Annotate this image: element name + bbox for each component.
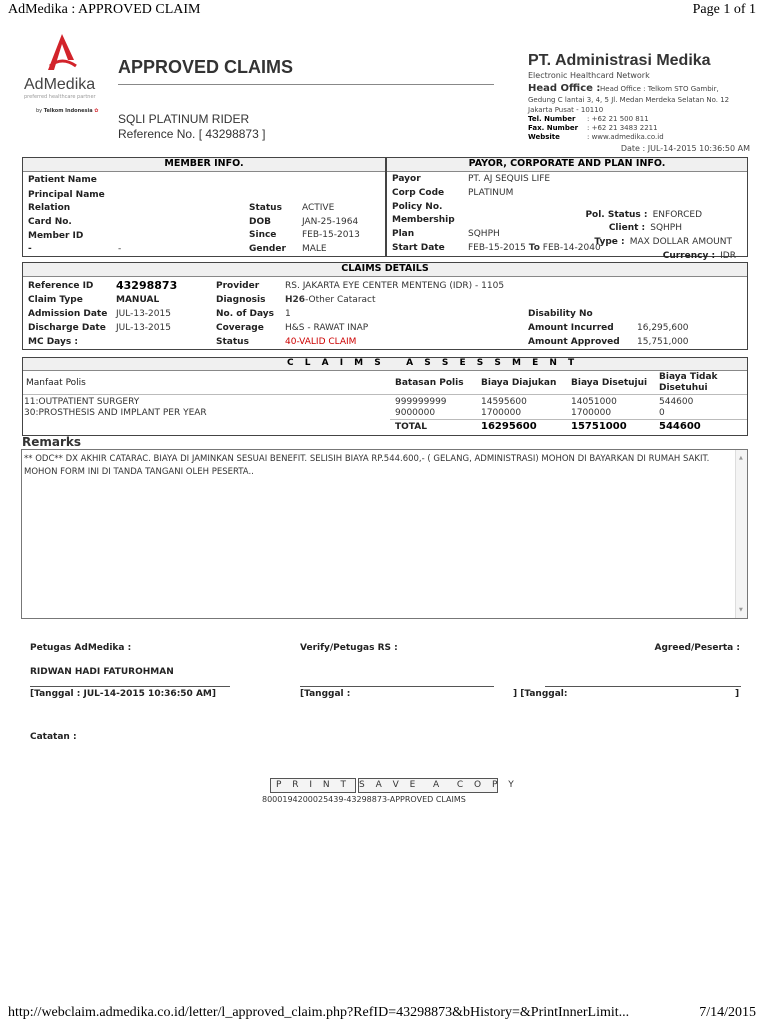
amount-incurred-label: Amount Incurred: [528, 323, 614, 333]
claim-status-value: 40-VALID CLAIM: [285, 337, 357, 347]
logo-tagline: preferred healthcare partner: [24, 94, 96, 100]
disability: Disability No: [528, 309, 593, 319]
print-footer-date: 7/14/2015: [699, 1005, 756, 1020]
print-header-title: AdMedika : APPROVED CLAIM: [8, 2, 201, 17]
start-date-label: Start Date: [392, 243, 445, 253]
telkom-swirl-icon: ✿: [94, 108, 99, 114]
col-batasan-polis: Batasan Polis: [395, 378, 464, 388]
extra-label: -: [28, 244, 32, 254]
assessment-header-divider: [23, 394, 747, 395]
col-biaya-diajukan: Biaya Diajukan: [481, 378, 557, 388]
remarks-textarea[interactable]: [21, 449, 748, 619]
claim-type-value: MANUAL: [116, 295, 160, 305]
currency-label: Currency :: [662, 251, 716, 261]
scroll-up-icon[interactable]: ▲: [739, 455, 743, 461]
reference-id-value: 43298873: [116, 279, 178, 292]
pol-status-value: ENFORCED: [652, 210, 702, 220]
discharge-date-value: JUL-13-2015: [116, 323, 171, 333]
col-biaya-tidak-disetuhui: Biaya Tidak Disetuhui: [659, 372, 718, 393]
corp-code-label: Corp Code: [392, 188, 445, 198]
petugas-name: RIDWAN HADI FATUROHMAN: [30, 667, 174, 677]
coverage-value: H&S - RAWAT INAP: [285, 323, 369, 333]
status-value: ACTIVE: [302, 203, 335, 213]
petugas-date: [Tanggal : JUL-14-2015 10:36:50 AM]: [30, 689, 216, 699]
petugas-signature-line: [30, 686, 230, 687]
claims-assessment-header: C L A I M S A S S E S S M E N T: [23, 358, 747, 371]
verify-label: Verify/Petugas RS :: [300, 643, 398, 653]
diagnosis-value: [285, 295, 376, 305]
amount-incurred-value: 16,295,600: [637, 323, 689, 333]
assessment-row-1-name: 11:OUTPATIENT SURGERY: [24, 397, 140, 407]
extra-value: -: [118, 244, 122, 254]
assessment-row-1-tidak: 544600: [659, 397, 694, 407]
col-biaya-disetujui: Biaya Disetujui: [571, 378, 648, 388]
provider-label: Provider: [216, 281, 260, 291]
type-value: MAX DOLLAR AMOUNT: [629, 237, 732, 247]
verify-date: [Tanggal :: [300, 689, 351, 699]
dob-value: JAN-25-1964: [302, 217, 359, 227]
claim-type-label: Claim Type: [28, 295, 83, 305]
address-line-2: Gedung C lantai 3, 4, 5 Jl. Medan Merdeka Selatan No. 12: [528, 96, 730, 104]
agreed-signature-line: [545, 686, 741, 687]
client-label: Client :: [608, 223, 646, 233]
patient-name-label: Patient Name: [28, 175, 97, 185]
payor-info-header: PAYOR, CORPORATE AND PLAN INFO.: [387, 158, 747, 172]
print-footer-url: http://webclaim.admedika.co.id/letter/l_approved_claim.php?RefID=43298873&bHistory=&PrintInnerLimit...: [8, 1005, 630, 1020]
gender-value: MALE: [302, 244, 327, 254]
corp-code-value: PLATINUM: [468, 188, 514, 198]
assessment-row-2-tidak: 0: [659, 408, 665, 418]
payor-label: Payor: [392, 174, 421, 184]
provider-value: RS. JAKARTA EYE CENTER MENTENG (IDR) - 1105: [285, 281, 505, 291]
fax-label: Fax. Number: [528, 124, 579, 132]
dob-label: DOB: [249, 217, 271, 227]
start-date-to-word: To: [528, 243, 540, 253]
start-date-to: FEB-14-2040: [542, 243, 601, 253]
save-copy-button[interactable]: S A V E A C O P Y: [358, 778, 498, 793]
agreed-label: Agreed/Peserta :: [654, 643, 740, 653]
assessment-row-1-diajukan: 14595600: [481, 397, 527, 407]
tel-label: Tel. Number: [528, 115, 576, 123]
card-no-label: Card No.: [28, 217, 72, 227]
plan-value: SQHPH: [468, 229, 500, 239]
petugas-label: Petugas AdMedika :: [30, 643, 132, 653]
admedika-logo: [24, 30, 104, 120]
mc-days-label: MC Days :: [28, 337, 78, 347]
logo-by: by: [36, 108, 43, 114]
address-line-1: Head Office : Telkom STO Gambir,: [600, 85, 719, 93]
address-line-3: Jakarta Pusat - 10110: [528, 106, 604, 114]
verify-signature-line: [300, 686, 494, 687]
company-network: Electronic Healthcard Network: [528, 71, 650, 80]
client-value: SQHPH: [650, 223, 682, 233]
assessment-row-2-name: 30:PROSTHESIS AND IMPLANT PER YEAR: [24, 408, 207, 418]
admission-date-value: JUL-13-2015: [116, 309, 171, 319]
scroll-down-icon[interactable]: ▼: [739, 607, 743, 613]
head-office-label: Head Office :: [528, 83, 601, 94]
since-value: FEB-15-2013: [302, 230, 360, 240]
total-disetujui: 15751000: [571, 421, 627, 432]
reference-number: Reference No. [ 43298873 ]: [118, 127, 266, 141]
tel-value: : +62 21 500 811: [587, 115, 649, 123]
remarks-scrollbar[interactable]: [735, 450, 747, 618]
type-label: Type :: [594, 237, 625, 247]
print-header-page: Page 1 of 1: [692, 2, 756, 17]
document-code: 8000194200025439-43298873-APPROVED CLAIMS: [262, 795, 466, 804]
col-manfaat-polis: Manfaat Polis: [26, 378, 86, 388]
agreed-date-close: ]: [735, 689, 740, 699]
print-button[interactable]: P R I N T: [270, 778, 356, 793]
admedika-mark-icon: [24, 30, 104, 80]
assessment-row-2-batasan: 9000000: [395, 408, 436, 418]
currency: [663, 243, 736, 262]
remarks-text: ** ODC** DX AKHIR CATARAC. BIAYA DI JAMINKAN SESUAI BENEFIT. SELISIH BIAYA RP.544.600,- ( GELANG, ADMINISTRASI) MOHON DI BAYARKAN DI RUMAH SAKIT. MOHON FORM INI DI TANDA TANGANI OLEH PESERTA..: [24, 454, 710, 477]
amount-approved-value: 15,751,000: [637, 337, 689, 347]
total-diajukan: 16295600: [481, 421, 537, 432]
relation-label: Relation: [28, 203, 71, 213]
start-date-value: [468, 243, 601, 253]
assessment-total-divider: [390, 419, 747, 420]
telkom-logo: Telkom Indonesia: [43, 108, 93, 114]
since-label: Since: [249, 230, 277, 240]
assessment-row-2-disetujui: 1700000: [571, 408, 612, 418]
assessment-row-1-batasan: 999999999: [395, 397, 447, 407]
diagnosis-label: Diagnosis: [216, 295, 266, 305]
total-tidak-disetuhui: 544600: [659, 421, 701, 432]
currency-value: IDR: [720, 251, 736, 261]
no-of-days-label: No. of Days: [216, 309, 274, 319]
claim-status-label: Status: [216, 337, 249, 347]
print-date: Date : JUL-14-2015 10:36:50 AM: [620, 144, 750, 153]
member-info-header: MEMBER INFO.: [23, 158, 385, 172]
payor-value: PT. AJ SEQUIS LIFE: [468, 174, 551, 184]
assessment-row-2-diajukan: 1700000: [481, 408, 522, 418]
claims-details-header: CLAIMS DETAILS: [23, 263, 747, 277]
fax-value: : +62 21 3483 2211: [587, 124, 658, 132]
gender-label: Gender: [249, 244, 286, 254]
page-title: APPROVED CLAIMS: [118, 57, 294, 77]
company-name: PT. Administrasi Medika: [528, 52, 711, 69]
membership-label: Membership: [392, 215, 455, 225]
coverage-label: Coverage: [216, 323, 264, 333]
subtitle: SQLI PLATINUM RIDER: [118, 112, 250, 126]
amount-approved-label: Amount Approved: [528, 337, 620, 347]
diagnosis-text: -Other Cataract: [305, 295, 376, 305]
diagnosis-code: H26: [285, 295, 306, 305]
start-date-from: FEB-15-2015: [468, 243, 526, 253]
principal-name-label: Principal Name: [28, 190, 105, 200]
website-label: Website: [528, 133, 560, 141]
plan-label: Plan: [392, 229, 415, 239]
logo-name: AdMedika: [24, 76, 96, 93]
pol-status-label: Pol. Status :: [585, 210, 648, 220]
website-value: : www.admedika.co.id: [587, 133, 664, 141]
no-of-days-value: 1: [285, 309, 291, 319]
remarks-title: Remarks: [22, 435, 82, 449]
agreed-date: ] [Tanggal:: [513, 689, 568, 699]
reference-id-label: Reference ID: [28, 281, 94, 291]
catatan-label: Catatan :: [30, 732, 77, 742]
discharge-date-label: Discharge Date: [28, 323, 106, 333]
status-label: Status: [249, 203, 282, 213]
total-label: TOTAL: [395, 422, 427, 432]
assessment-row-1-disetujui: 14051000: [571, 397, 617, 407]
admission-date-label: Admission Date: [28, 309, 108, 319]
member-id-label: Member ID: [28, 231, 84, 241]
title-divider: [118, 84, 494, 85]
policy-no-label: Policy No.: [392, 202, 443, 212]
